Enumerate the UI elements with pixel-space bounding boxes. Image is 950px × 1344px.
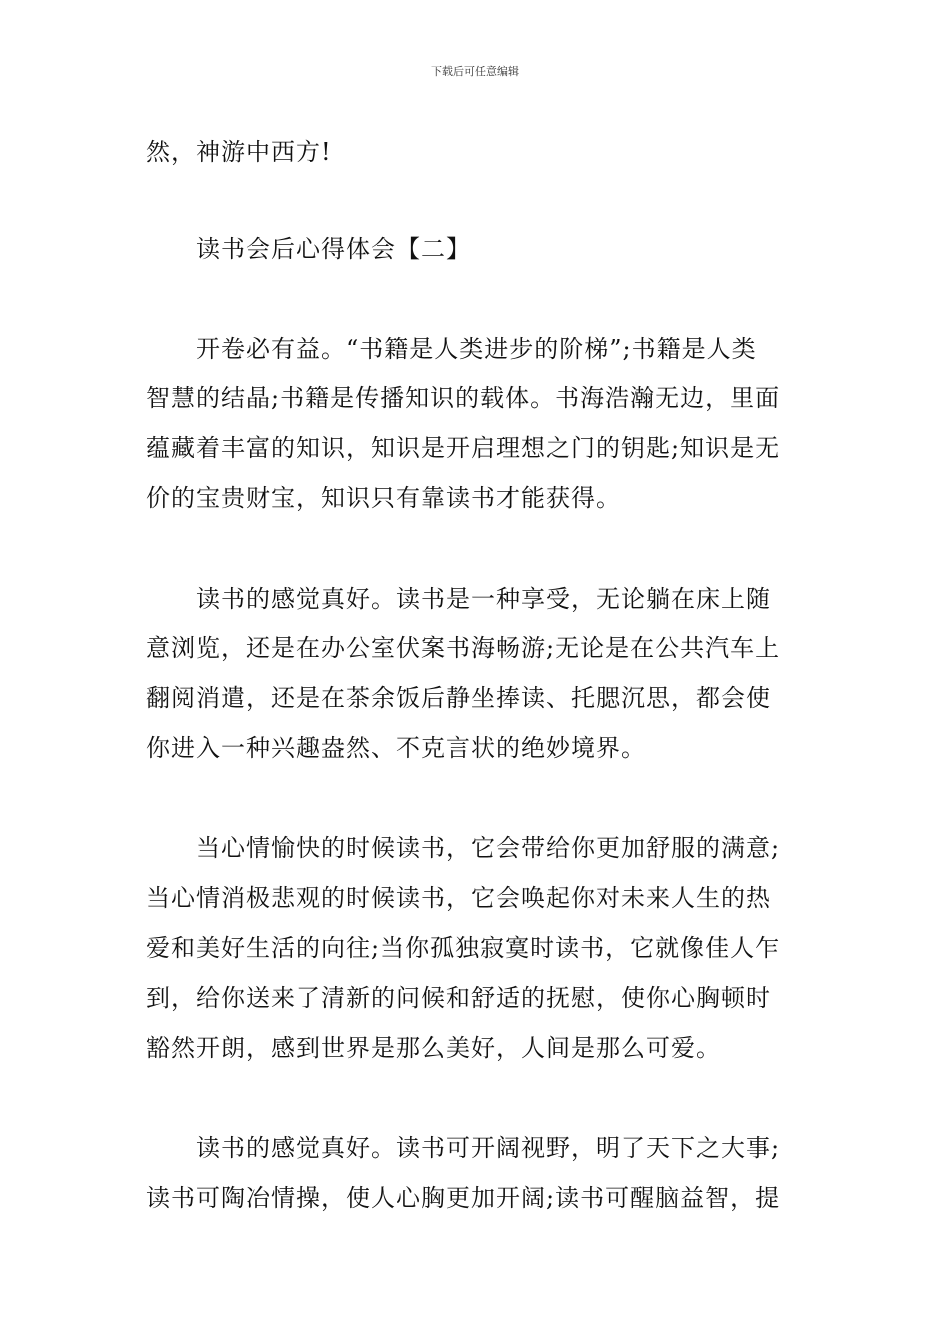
text-line-end-of-previous-paragraph: 然，神游中西方!: [146, 138, 332, 166]
paragraph-3-line-1: 当心情愉快的时候读书，它会带给你更加舒服的满意;: [196, 834, 781, 862]
paragraph-1-line-3: 蕴藏着丰富的知识，知识是开启理想之门的钥匙;知识是无: [146, 434, 781, 462]
paragraph-2-line-4: 你进入一种兴趣盎然、不克言状的绝妙境界。: [146, 734, 646, 762]
paragraph-3-line-5: 豁然开朗，感到世界是那么美好，人间是那么可爱。: [146, 1034, 721, 1062]
paragraph-2-line-2: 意浏览，还是在办公室伏案书海畅游;无论是在公共汽车上: [146, 634, 781, 662]
paragraph-1-line-1: 开卷必有益。“书籍是人类进步的阶梯”;书籍是人类: [196, 335, 757, 363]
paragraph-3-line-2: 当心情消极悲观的时候读书，它会唤起你对未来人生的热: [146, 884, 771, 912]
section-heading: 读书会后心得体会【二】: [196, 235, 471, 263]
page-header: 下载后可任意编辑: [431, 65, 519, 78]
paragraph-4-line-1: 读书的感觉真好。读书可开阔视野，明了天下之大事;: [196, 1134, 781, 1162]
paragraph-2-line-3: 翻阅消遣，还是在茶余饭后静坐捧读、托腮沉思，都会使: [146, 684, 771, 712]
paragraph-4-line-2: 读书可陶冶情操，使人心胸更加开阔;读书可醒脑益智，提: [146, 1184, 781, 1212]
paragraph-3-line-3: 爱和美好生活的向往;当你孤独寂寞时读书，它就像佳人乍: [146, 934, 781, 962]
paragraph-1-line-2: 智慧的结晶;书籍是传播知识的载体。书海浩瀚无边，里面: [146, 384, 781, 412]
paragraph-3-line-4: 到，给你送来了清新的问候和舒适的抚慰，使你心胸顿时: [146, 984, 771, 1012]
paragraph-1-line-4: 价的宝贵财宝，知识只有靠读书才能获得。: [146, 484, 621, 512]
paragraph-2-line-1: 读书的感觉真好。读书是一种享受，无论躺在床上随: [196, 585, 771, 613]
